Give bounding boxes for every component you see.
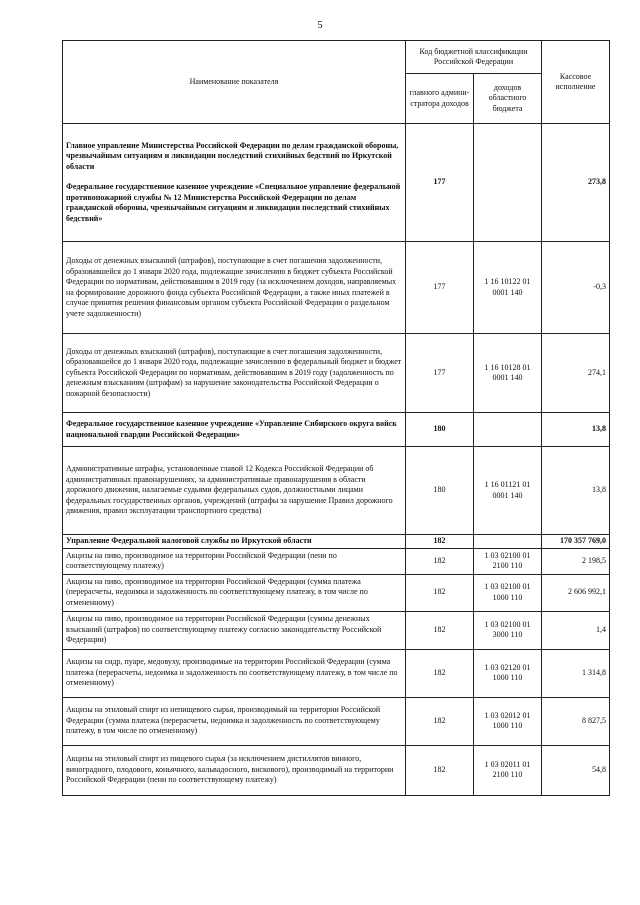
row-name: Акцизы на пиво, производимое на территории Российской Федерации (пени по соответствующему платежу) [63,548,406,574]
row-income-code: 1 16 10122 01 0001 140 [474,242,542,334]
table-row [63,242,610,334]
row-name: Административные штрафы, установленные главой 12 Кодекса Российской Федерации об административных правонарушениях, за административные правонарушения в области дорожного движения, налагаемые судьями федеральных судов, должностными лицами федеральных государственных органов, учреждений (штрафы за нарушение Правил дорожного движения, правил эксплуатации транспортного средства) [63,447,406,535]
header-regional-income: доходов областного бюджета [474,74,542,124]
table-row [63,124,610,242]
row-admin-code: 182 [406,611,474,649]
row-income-code: 1 03 02100 01 2100 110 [474,548,542,574]
row-admin-code: 177 [406,334,474,413]
row-amount: 1,4 [542,611,610,649]
row-income-code [474,413,542,447]
row-income-code: 1 03 02011 01 2100 110 [474,745,542,795]
row-income-code: 1 03 02100 01 3000 110 [474,611,542,649]
page-number: 5 [317,20,323,31]
row-name: Доходы от денежных взысканий (штрафов), поступающие в счет погашения задолженности, образовавшейся до 1 января 2020 года, подлежащие зачислению в федеральный бюджет и бюджет субъекта Российской Федерации по нормативам, действовавшим в 2019 году (задолженность по денежным взысканиям (штрафам) за нарушение законодательства Российской Федерации о пожарной безопасности) [63,334,406,413]
row-admin-code: 182 [406,574,474,611]
header-indicator-name: Наименование показателя [63,41,406,124]
row-name: Акцизы на пиво, производимое на территории Российской Федерации (сумма платежа (перерасчеты, недоимка и задолженность по соответствующему платежу, в том числе по отмененному) [63,574,406,611]
row-admin-code: 182 [406,548,474,574]
row-amount: 2 606 992,1 [542,574,610,611]
table-row [63,697,610,745]
table-row [63,535,610,549]
row-amount: 13,8 [542,413,610,447]
row-amount: 13,8 [542,447,610,535]
row-admin-code: 182 [406,697,474,745]
row-income-code: 1 03 02100 01 1000 110 [474,574,542,611]
row-name: Управление Федеральной налоговой службы по Иркутской области [63,535,406,549]
row-income-code: 1 16 10128 01 0001 140 [474,334,542,413]
row-amount: 1 314,8 [542,649,610,697]
row-name: Федеральное государственное казенное учреждение «Управление Сибирского округа войск национальной гвардии Российской Федерации» [63,413,406,447]
table-row [63,574,610,611]
row-amount: 274,1 [542,334,610,413]
row-admin-code: 180 [406,413,474,447]
row-admin-code: 182 [406,745,474,795]
row-name: Акцизы на пиво, производимое на территории Российской Федерации (суммы денежных взысканий (штрафов) по соответствующему платежу согласно законодательству Российской Федерации) [63,611,406,649]
row-amount: 170 357 769,0 [542,535,610,549]
header-chief-administrator: главного админи-стратора доходов [406,74,474,124]
row-amount: 54,8 [542,745,610,795]
table-row [63,611,610,649]
table-row [63,649,610,697]
table-row [63,745,610,795]
table-row [63,334,610,413]
row-amount: -0,3 [542,242,610,334]
row-amount: 273,8 [542,124,610,242]
header-cash-execution: Кассовое исполнение [542,41,610,124]
row-amount: 8 827,5 [542,697,610,745]
row-income-code: 1 03 02120 01 1000 110 [474,649,542,697]
row-admin-code: 177 [406,124,474,242]
row-name [63,124,406,242]
row-admin-code: 182 [406,535,474,549]
budget-execution-table [62,40,610,796]
table-row [63,447,610,535]
row-admin-code: 182 [406,649,474,697]
row-income-code [474,535,542,549]
row-amount: 2 198,5 [542,548,610,574]
row-name: Акцизы на этиловый спирт из непищевого сырья, производимый на территории Российской Федерации (сумма платежа (перерасчеты, недоимка и задолженность по соответствующему платежу, в том числе по отмененному) [63,697,406,745]
row-income-code: 1 03 02012 01 1000 110 [474,697,542,745]
header-classification-code: Код бюджетной классификации Российской Федерации [406,41,542,74]
row-admin-code: 177 [406,242,474,334]
row-name: Доходы от денежных взысканий (штрафов), поступающие в счет погашения задолженности, образовавшейся до 1 января 2020 года, подлежащие зачислению в бюджет субъекта Российской Федерации по нормативам, действовавшим в 2019 году (за исключением доходов, направляемых на формирование дорожного фонда субъекта Российской Федерации, а также иных платежей в случае принятия решения финансовым органом субъекта Российской Федерации о раздельном учете задолженности) [63,242,406,334]
row-income-code [474,124,542,242]
table-row [63,413,610,447]
ministry-department-name: Главное управление Министерства Российской Федерации по делам гражданской обороны, чрезвычайным ситуациям и ликвидации последствий стихийных бедствий по Иркутской области [66,140,399,171]
row-name: Акцизы на этиловый спирт из пищевого сырья (за исключением дистиллятов винного, виноградного, плодового, коньячного, кальвадосного, вискового), производимый на территории Российской Федерации (пени по соответствующему платежу) [63,745,406,795]
row-name: Акцизы на сидр, пуаре, медовуху, производимые на территории Российской Федерации (сумма платежа (перерасчеты, недоимка и задолженность по соответствующему платежу, в том числе по отмененному) [63,649,406,697]
table-row [63,548,610,574]
row-income-code: 1 16 01121 01 0001 140 [474,447,542,535]
row-admin-code: 180 [406,447,474,535]
institution-name: Федеральное государственное казенное учреждение «Специальное управление федеральной противопожарной службы № 12 Министерства Российской Федерации по делам гражданской обороны, чрезвычайным ситуациям и ликвидации последствий стихийных бедствий» [66,182,401,223]
